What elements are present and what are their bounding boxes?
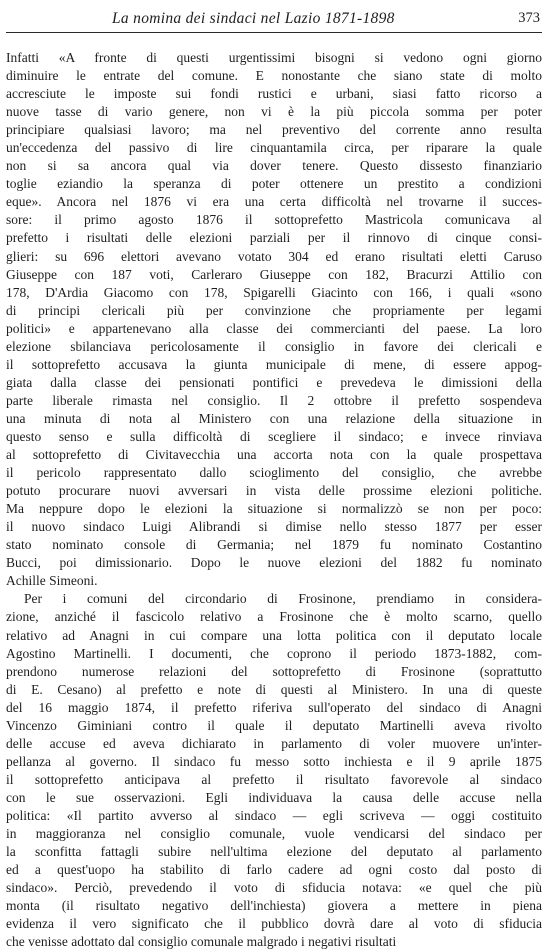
text-line: questo senso e sulla difficoltà di scegliere il sindaco; e invece rinviava [6,428,542,444]
text-line: la sconfitta fattagli subire nell'ultima elezione del deputato al parlamento [6,844,542,860]
running-title: La nomina dei sindaci nel Lazio 1871-1898 [112,10,395,27]
text-line: Bucci, poi dimissionario. Dopo le nuove elezioni del 1882 fu nominato [6,555,542,571]
text-line: un'eccedenza del passivo di lire cinquantamila circa, per riparare la quale [6,140,542,156]
text-line: glieri: su 696 elettori avevano votato 304 ed erano risultati eletti Caruso [6,248,542,264]
text-line: relativo ad Anagni in cui compare una lotta politica con il deputato locale [6,627,542,643]
paragraph [6,590,542,951]
text-line: del 16 maggio 1874, il prefetto riferiva sull'operato del sindaco di Anagni [6,699,542,715]
text-line: zione, anziché il fascicolo relativo a Frosinone che è molto scarno, quello [6,609,542,625]
text-line: al sottoprefetto di Civitavecchia una accorta nota con la quale prospettava [6,447,542,463]
text-line: il nuovo sindaco Luigi Alibrandi si dimise nello stesso 1877 per esser [6,519,542,535]
text-line: che venisse adottato dal consiglio comunale malgrado i negativi risultati [6,934,397,950]
text-line: politica: «Il partito avverso al sindaco — egli scriveva — oggi costituito [6,807,542,823]
text-line: con le sue osservazioni. Egli individuava la causa delle accuse nella [6,789,542,805]
text-line: potuto procurare nuovi avversari in vista delle prossime elezioni politiche. [6,483,542,499]
text-line: ed a quest'uopo ha stabilito di farlo cadere ad ogni costo dal posto di [6,862,542,878]
text-line: Vincenzo Giminiani contro il quale il deputato Martinelli aveva rivolto [6,717,542,733]
text-line: Achille Simeoni. [6,573,98,589]
text-line: Agostino Martinelli. I documenti, che coprono il periodo 1873-1882, com- [6,645,542,661]
text-line: toglie eziandio la speranza di poter ottenere un prestito a condizioni [6,176,542,192]
text-line: monta (il risultato negativo dell'inchiesta) giovera a mettere in piena [6,898,542,914]
text-line: giata dalla classe dei pensionati pontifici e prevedeva le dimissioni della [6,374,542,390]
text-line: una minuta di nota al Ministero con una relazione della situazione in [6,410,542,426]
text-line: nuove tasse di vario genere, non vi è la più piccola somma per poter [6,104,542,120]
text-line: evidenza il vero significato che il pubblico dovrà dare al voto di sfiducia [6,916,542,932]
text-line: non si sa ancora qual via dover tenere. Questo dissesto finanziario [6,158,542,174]
text-line: elezione sbilanciava pericolosamente il consiglio in favore dei clericali e [6,338,542,354]
text-line: Ma neppure dopo le elezioni la situazione si normalizzò se non per poco: [6,501,542,517]
text-line: il sottoprefetto anticipava al prefetto il risultato favorevole al sindaco [6,771,542,787]
text-line: sore: il primo agosto 1876 il sottoprefetto Mastricola comunicava al [6,212,542,228]
text-line: parte liberale rimasta nel consiglio. Il 2 ottobre il prefetto sospendeva [6,392,542,408]
running-header [6,8,542,33]
text-line: delle accuse ed aveva dichiarato in parlamento di voler muovere un'inter- [6,735,542,751]
paragraph [6,49,542,590]
text-line: diminuire le entrate del comune. E nonostante che siano state di molto [6,68,542,84]
body-text [6,49,542,951]
text-line: di E. Cesano) al prefetto e note di questi al Ministero. In una di queste [6,681,542,697]
text-line: il pericolo rappresentato dallo scioglimento del consiglio, che avrebbe [6,465,542,481]
text-line: prefetto i risultati delle elezioni parziali per il rinnovo di cinque consi- [6,230,542,246]
text-line: 178, D'Ardia Giacomo con 178, Spigarelli Giacinto con 166, i quali «sono [6,284,542,300]
text-line: politici» e appartenevano alla classe dei commercianti del paese. La loro [6,320,542,336]
text-line: Infatti «A fronte di questi urgentissimi bisogni si vedono ogni giorno [6,50,542,65]
text-line: sindaco». Perciò, prevedendo il voto di sfiducia notava: «e quel che più [6,880,542,896]
text-line: stato nominato console di Germania; nel 1879 fu nominato Costantino [6,537,542,553]
text-line: Per i comuni del circondario di Frosinone, prendiamo in considera- [24,591,542,607]
text-line: Giuseppe con 187 voti, Carleraro Giuseppe con 182, Bracurzi Attilio con [6,266,542,282]
text-line: pellanza al governo. Il sindaco fu messo sotto inchiesta e il 9 aprile 1875 [6,753,542,769]
text-line: principiare qualsiasi lavoro; ma nel preventivo del corrente anno resulta [6,122,542,138]
text-line: di principi clericali più per convinzione che propriamente per legami [6,302,542,318]
text-line: in maggioranza nel consiglio comunale, vuole vendicarsi del sindaco per [6,826,542,842]
text-line: eque». Ancora nel 1876 vi era una certa difficoltà nel trovarne il succes- [6,194,542,210]
text-line: accresciute le imposte sui fondi rustici e urbani, siasi fatto ricorso a [6,86,542,102]
page-number: 373 [518,10,540,26]
text-line: prendono numerose relazioni del sottoprefetto di Frosinone (soprattutto [6,663,542,679]
text-line: il sottoprefetto accusava la giunta municipale di mene, di essere appog- [6,356,542,372]
